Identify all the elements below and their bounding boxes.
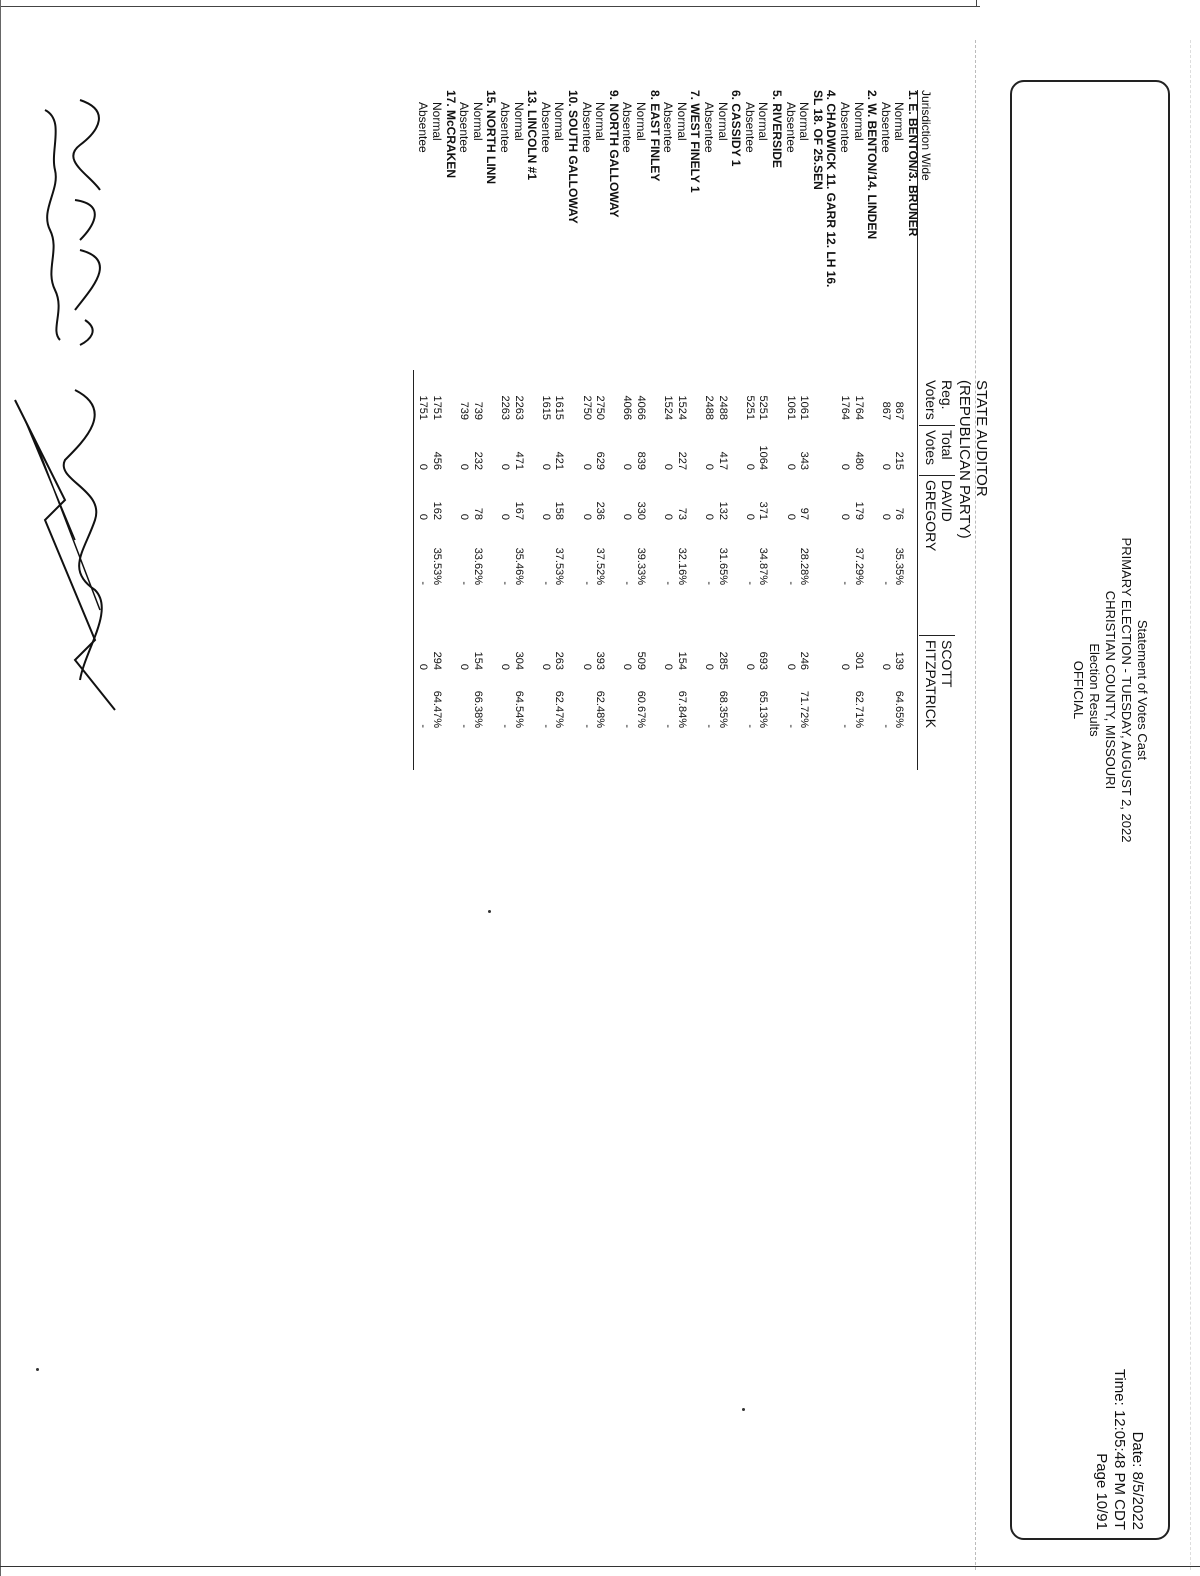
vote-type-label: Normal bbox=[851, 102, 866, 141]
cell-g: 97 bbox=[798, 507, 811, 520]
cell-reg: 5251 bbox=[743, 395, 756, 420]
header-line: CHRISTIAN COUNTY, MISSOURI bbox=[1103, 590, 1118, 790]
cell-fp: - bbox=[879, 724, 892, 728]
cell-fp: 68.35% bbox=[716, 690, 729, 728]
cell-total: 456 bbox=[431, 451, 443, 470]
cell-fp: 64.47% bbox=[431, 690, 443, 728]
cell-g: 0 bbox=[743, 513, 756, 520]
cell-f: 0 bbox=[703, 663, 715, 670]
cell-total: 227 bbox=[675, 451, 688, 470]
cell-fp: 62.47% bbox=[553, 690, 566, 728]
cell-g: 0 bbox=[784, 513, 797, 520]
vote-type-label: Normal bbox=[892, 102, 907, 141]
cell-reg: 4066 bbox=[621, 395, 634, 420]
cell-fp: - bbox=[662, 724, 675, 728]
header-line: Election Results bbox=[1087, 643, 1102, 737]
cell-total: 0 bbox=[499, 463, 511, 470]
col-label: Reg. bbox=[939, 380, 955, 410]
vote-type-label: Absentee bbox=[538, 102, 553, 153]
vote-type-label: Normal bbox=[756, 102, 771, 141]
cell-reg: 1524 bbox=[675, 395, 688, 420]
cell-reg: 5251 bbox=[757, 395, 770, 420]
col-label: GREGORY bbox=[923, 480, 939, 552]
cell-f: 294 bbox=[431, 651, 443, 670]
cell-g: 0 bbox=[621, 513, 634, 520]
cell-gp: - bbox=[743, 581, 756, 585]
cell-f: 154 bbox=[675, 651, 688, 670]
precinct-label: 9. NORTH GALLOWAY bbox=[606, 90, 621, 218]
cell-fp: - bbox=[839, 724, 851, 728]
race-title bbox=[956, 380, 990, 539]
cell-gp: 37.53% bbox=[553, 547, 566, 585]
cell-total: 0 bbox=[539, 463, 552, 470]
report-time: Time: 12:05:48 PM CDT bbox=[1111, 1368, 1128, 1530]
cell-fp: - bbox=[458, 724, 471, 728]
cell-fp: 60.67% bbox=[635, 690, 647, 728]
cell-total: 0 bbox=[458, 463, 471, 470]
cell-reg: 2488 bbox=[716, 395, 729, 420]
signature-2 bbox=[5, 380, 135, 720]
precinct-label: 8. EAST FINLEY bbox=[647, 90, 662, 182]
cell-gp: 31.65% bbox=[716, 547, 729, 585]
vote-type-label: Normal bbox=[715, 102, 730, 141]
cell-fp: - bbox=[539, 724, 552, 728]
cell-gp: 33.62% bbox=[471, 547, 484, 585]
vote-type-label: Absentee bbox=[661, 102, 676, 153]
cell-reg: 2750 bbox=[580, 395, 593, 420]
cell-reg: 867 bbox=[879, 401, 892, 420]
vote-type-label: Absentee bbox=[457, 102, 472, 153]
vote-type-label: Absentee bbox=[742, 102, 757, 153]
cell-f: 0 bbox=[879, 663, 892, 670]
signature-1 bbox=[20, 90, 130, 350]
cell-g: 0 bbox=[662, 513, 675, 520]
cell-total: 0 bbox=[743, 463, 756, 470]
cell-reg: 739 bbox=[458, 401, 471, 420]
vote-type-label: Normal bbox=[797, 102, 812, 141]
vote-type-label: Absentee bbox=[783, 102, 798, 153]
cell-total: 343 bbox=[798, 451, 811, 470]
precinct-label: 10. SOUTH GALLOWAY bbox=[566, 90, 580, 224]
cell-total: 0 bbox=[703, 463, 715, 470]
cell-g: 0 bbox=[839, 513, 851, 520]
rotated-report bbox=[310, 80, 1170, 1530]
cell-g: 0 bbox=[417, 513, 430, 520]
vote-type-label: Absentee bbox=[620, 102, 635, 153]
vote-type-label: Normal bbox=[593, 102, 608, 141]
header-rule bbox=[917, 370, 918, 770]
cell-reg: 2488 bbox=[703, 395, 715, 420]
cell-fp: - bbox=[580, 724, 593, 728]
cell-total: 215 bbox=[893, 451, 906, 470]
cell-reg: 1061 bbox=[784, 395, 797, 420]
cell-gp: - bbox=[879, 581, 892, 585]
cell-fp: 62.48% bbox=[594, 690, 607, 728]
cell-gp: 35.35% bbox=[893, 547, 906, 585]
cell-total: 0 bbox=[662, 463, 675, 470]
cell-gp: 35.46% bbox=[512, 547, 525, 585]
cell-gp: - bbox=[621, 581, 634, 585]
table-bottom-rule bbox=[413, 370, 414, 770]
cell-gp: 35.53% bbox=[431, 547, 443, 585]
cell-reg: 1751 bbox=[431, 395, 443, 420]
cell-gp: - bbox=[784, 581, 797, 585]
scan-edge-top bbox=[0, 6, 980, 7]
cell-f: 154 bbox=[471, 651, 484, 670]
cell-gp: - bbox=[703, 581, 715, 585]
vote-type-label: Normal bbox=[430, 102, 444, 141]
cell-reg: 2263 bbox=[512, 395, 525, 420]
col-label: FITZPATRICK bbox=[923, 640, 939, 729]
cell-g: 78 bbox=[471, 507, 484, 520]
precinct-label: 1. E. BENTON/3. BRUNER bbox=[906, 90, 920, 237]
cell-f: 693 bbox=[757, 651, 770, 670]
cell-reg: 2750 bbox=[594, 395, 607, 420]
vote-type-label: Absentee bbox=[498, 102, 512, 153]
scan-edge-right bbox=[976, 0, 977, 6]
cell-total: 0 bbox=[839, 463, 851, 470]
col-label: SCOTT bbox=[939, 640, 955, 688]
cell-f: 139 bbox=[893, 651, 906, 670]
vote-type-label: Absentee bbox=[579, 102, 594, 153]
cell-total: 0 bbox=[417, 463, 430, 470]
cell-gp: - bbox=[539, 581, 552, 585]
cell-total: 1064 bbox=[757, 445, 770, 470]
col-divider bbox=[919, 425, 955, 426]
cell-gp: - bbox=[417, 581, 430, 585]
cell-f: 0 bbox=[784, 663, 797, 670]
report-date: Date: 8/5/2022 bbox=[1129, 1431, 1146, 1530]
cell-fp: 65.13% bbox=[757, 690, 770, 728]
cell-fp: 71.72% bbox=[798, 690, 811, 728]
cell-fp: - bbox=[621, 724, 634, 728]
cell-total: 232 bbox=[471, 451, 484, 470]
precinct-label: SL 18. OF 25.SEN bbox=[810, 90, 825, 190]
cell-g: 167 bbox=[512, 501, 525, 520]
vote-type-label: Absentee bbox=[416, 102, 431, 153]
cell-f: 509 bbox=[635, 651, 647, 670]
cell-f: 0 bbox=[580, 663, 593, 670]
cell-gp: - bbox=[839, 581, 851, 585]
vote-type-label: Normal bbox=[511, 102, 526, 141]
vote-type-label: Normal bbox=[634, 102, 648, 141]
col-label: Votes bbox=[923, 430, 939, 466]
fold-line-right bbox=[1190, 40, 1191, 1570]
speck bbox=[36, 1368, 39, 1371]
cell-f: 285 bbox=[716, 651, 729, 670]
col-divider bbox=[919, 635, 955, 636]
cell-total: 417 bbox=[716, 451, 729, 470]
precinct-label: 4. CHADWICK 11. GARR 12. LH 16. bbox=[824, 90, 839, 288]
cell-g: 0 bbox=[580, 513, 593, 520]
cell-total: 0 bbox=[580, 463, 593, 470]
cell-total: 0 bbox=[621, 463, 634, 470]
cell-total: 0 bbox=[879, 463, 892, 470]
cell-f: 246 bbox=[798, 651, 811, 670]
cell-reg: 1615 bbox=[539, 395, 552, 420]
cell-fp: - bbox=[743, 724, 756, 728]
cell-f: 304 bbox=[512, 651, 525, 670]
vote-type-label: Absentee bbox=[878, 102, 893, 153]
cell-reg: 1615 bbox=[553, 395, 566, 420]
cell-reg: 1061 bbox=[798, 395, 811, 420]
cell-gp: 37.52% bbox=[594, 547, 607, 585]
cell-g: 0 bbox=[703, 513, 715, 520]
cell-g: 179 bbox=[852, 501, 865, 520]
cell-gp: 34.87% bbox=[757, 547, 770, 585]
precinct-label: 17. McCRAKEN bbox=[443, 90, 458, 179]
cell-reg: 1524 bbox=[662, 395, 675, 420]
vote-type-label: Normal bbox=[674, 102, 689, 141]
cell-reg: 1751 bbox=[417, 395, 430, 420]
cell-reg: 1764 bbox=[839, 395, 851, 420]
cell-f: 0 bbox=[743, 663, 756, 670]
precinct-label: 6. CASSIDY 1 bbox=[729, 90, 744, 167]
cell-gp: - bbox=[580, 581, 593, 585]
cell-fp: 64.54% bbox=[512, 690, 525, 728]
cell-gp: 39.33% bbox=[635, 547, 647, 585]
cell-fp: - bbox=[417, 724, 430, 728]
cell-f: 393 bbox=[594, 651, 607, 670]
cell-g: 0 bbox=[879, 513, 892, 520]
cell-fp: 66.38% bbox=[471, 690, 484, 728]
cell-fp: - bbox=[703, 724, 715, 728]
scan-edge-left bbox=[0, 0, 1, 1576]
race-party: (REPUBLICAN PARTY) bbox=[956, 380, 973, 539]
cell-total: 471 bbox=[512, 451, 525, 470]
precinct-label: 2. W. BENTON/14. LINDEN bbox=[865, 90, 880, 240]
cell-reg: 867 bbox=[893, 401, 906, 420]
cell-fp: 62.71% bbox=[852, 690, 865, 728]
precinct-label: 13. LINCOLN #1 bbox=[525, 90, 540, 181]
cell-g: 158 bbox=[553, 501, 566, 520]
vote-type-label: Absentee bbox=[838, 102, 852, 153]
cell-total: 0 bbox=[784, 463, 797, 470]
cell-f: 0 bbox=[662, 663, 675, 670]
cell-f: 263 bbox=[553, 651, 566, 670]
cell-g: 236 bbox=[594, 501, 607, 520]
cell-g: 371 bbox=[757, 501, 770, 520]
report-header bbox=[1070, 480, 1150, 900]
cell-fp: 64.65% bbox=[893, 690, 906, 728]
precinct-label: 5. RIVERSIDE bbox=[770, 90, 784, 169]
cell-g: 162 bbox=[431, 501, 443, 520]
cell-f: 0 bbox=[417, 663, 430, 670]
cell-gp: - bbox=[458, 581, 471, 585]
col-divider bbox=[919, 475, 955, 476]
header-line: OFFICIAL bbox=[1071, 660, 1086, 720]
cell-g: 76 bbox=[893, 507, 906, 520]
cell-total: 629 bbox=[594, 451, 607, 470]
cell-total: 480 bbox=[852, 451, 865, 470]
cell-g: 0 bbox=[458, 513, 471, 520]
cell-reg: 739 bbox=[471, 401, 484, 420]
cell-g: 0 bbox=[539, 513, 552, 520]
race-name: STATE AUDITOR bbox=[973, 380, 990, 497]
precinct-label: 15. NORTH LINN bbox=[484, 90, 499, 185]
cell-f: 301 bbox=[852, 651, 865, 670]
cell-g: 73 bbox=[675, 507, 688, 520]
cell-f: 0 bbox=[458, 663, 471, 670]
col-label: DAVID bbox=[939, 480, 955, 522]
cell-g: 132 bbox=[716, 501, 729, 520]
cell-fp: - bbox=[784, 724, 797, 728]
cell-g: 0 bbox=[499, 513, 511, 520]
cell-f: 0 bbox=[621, 663, 634, 670]
col-david-gregory bbox=[923, 480, 955, 551]
col-total-votes bbox=[923, 430, 955, 465]
cell-gp: 37.29% bbox=[852, 547, 865, 585]
vote-type-label: Absentee bbox=[702, 102, 716, 153]
col-label: Total bbox=[939, 430, 955, 460]
cell-gp: - bbox=[662, 581, 675, 585]
scan-edge-bottom bbox=[0, 1566, 1200, 1567]
cell-fp: 67.84% bbox=[675, 690, 688, 728]
header-line: Statement of Votes Cast bbox=[1135, 619, 1150, 761]
vote-type-label: Normal bbox=[552, 102, 567, 141]
vote-type-label: Normal bbox=[470, 102, 485, 141]
precinct-label: 7. WEST FINELY 1 bbox=[688, 90, 703, 193]
cell-reg: 1764 bbox=[852, 395, 865, 420]
cell-total: 839 bbox=[635, 451, 647, 470]
header-line: PRIMARY ELECTION - TUESDAY, AUGUST 2, 2022 bbox=[1119, 537, 1134, 843]
col-reg-voters bbox=[923, 380, 955, 420]
cell-f: 0 bbox=[539, 663, 552, 670]
cell-reg: 4066 bbox=[635, 395, 647, 420]
page-number: Page 10/91 bbox=[1093, 1453, 1110, 1530]
jurisdiction-wide-label: Jurisdiction Wide bbox=[919, 90, 933, 181]
col-scott-fitzpatrick bbox=[923, 640, 955, 728]
report-meta bbox=[1092, 1360, 1146, 1530]
cell-reg: 2263 bbox=[499, 395, 511, 420]
col-label: Voters bbox=[923, 380, 939, 420]
cell-total: 421 bbox=[553, 451, 566, 470]
cell-fp: - bbox=[499, 724, 511, 728]
cell-gp: 32.16% bbox=[675, 547, 688, 585]
cell-f: 0 bbox=[839, 663, 851, 670]
cell-f: 0 bbox=[499, 663, 511, 670]
cell-g: 330 bbox=[635, 501, 647, 520]
cell-gp: 28.28% bbox=[798, 547, 811, 585]
cell-gp: - bbox=[499, 581, 511, 585]
